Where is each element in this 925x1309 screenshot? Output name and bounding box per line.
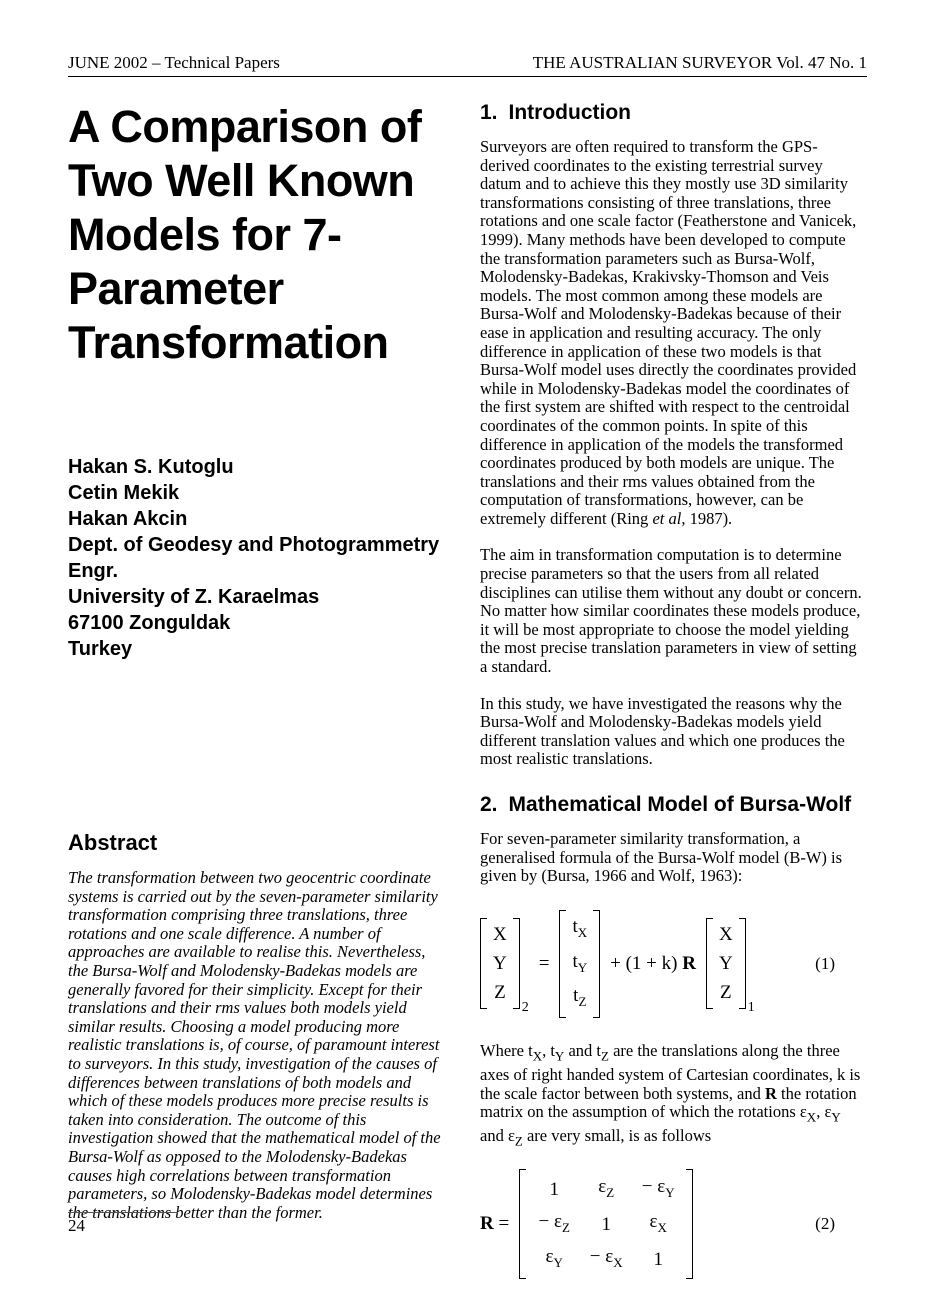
abstract-heading: Abstract <box>68 830 158 855</box>
section-title: Mathematical Model of Bursa-Wolf <box>508 793 852 816</box>
article-title <box>68 100 448 370</box>
right-column <box>480 100 867 1303</box>
matrix-rotation: 1 $\varepsilon_Z$ − $\varepsilon_Y$ − $\varepsilon_Z$ 1 $\varepsilon_X$ $\varepsilon_Y$ − $\varepsilon_X$ 1 <box>519 1169 693 1279</box>
bracket-right <box>593 910 600 1018</box>
scale-rotation-term: + (1 + k) R <box>610 952 696 974</box>
abstract-text: The transformation between two geocentric coordinate systems is carried out by the seven-parameter similarity transformation comprising three translations, three rotations and one scale difference. A number of approaches are available to realise this. Nevertheless, the Bursa-Wolf and Molodensky-Badekas models are generally favored for their simplicity. Except for their translations and their rms values both models yield similar results. Choosing a model producing more realistic translations is, of course, of paramount interest to surveyors. In this study, investigation of the causes of differences between translations of both models and which of these models produces more precise results is taken into consideration. The outcome of this investigation showed that the mathematical model of the Bursa-Wolf as opposed to the Molodensky-Badekas causes high correlations between transformation parameters, so Molodensky-Badekas model determines the translations better than the former. <box>68 868 441 1222</box>
bracket-left <box>706 918 713 1009</box>
affiliation-line: Dept. of Geodesy and Photogrammetry <box>68 534 440 556</box>
section-number: 1. <box>480 101 498 124</box>
affiliation-line: 67100 Zonguldak <box>68 612 231 634</box>
rotation-matrix-symbol: R = <box>480 1213 510 1235</box>
title-line: Models for 7- <box>68 209 342 260</box>
affiliation-line: University of Z. Karaelmas <box>68 586 320 608</box>
author-name: Hakan S. Kutoglu <box>68 456 234 478</box>
title-line: Parameter <box>68 263 284 314</box>
section-heading-introduction <box>480 100 867 125</box>
matrix-xyz-system2: X Y Z 2 <box>480 918 529 1009</box>
equation-number: (1) <box>815 953 835 973</box>
equation-number: (2) <box>815 1214 835 1234</box>
bracket-left <box>559 910 566 1018</box>
section-title: Introduction <box>508 101 631 124</box>
author-name: Hakan Akcin <box>68 508 188 530</box>
bracket-right <box>739 918 746 1009</box>
page-number: 24 <box>68 1216 85 1235</box>
equation-1-body <box>480 910 867 1018</box>
title-line: A Comparison of <box>68 101 422 152</box>
header-journal: THE AUSTRALIAN SURVEYOR Vol. 47 No. 1 <box>532 53 867 72</box>
equation-2-body <box>480 1169 867 1279</box>
bracket-left <box>480 918 487 1009</box>
matrix-translations: $t_X$ $t_Y$ $t_Z$ <box>559 910 600 1018</box>
equation-2 <box>480 1169 867 1279</box>
section-heading-bursa-wolf <box>480 792 867 817</box>
author-name: Cetin Mekik <box>68 482 180 504</box>
author-block <box>68 454 448 662</box>
intro-paragraph-1: Surveyors are often required to transform the GPS-derived coordinates to the existing terrestrial survey datum and to achieve this they mostly use 3D similarity transformations consisting of three translations, three rotations and one scale factor (Featherstone and Vanicek, 1999). Many methods have been developed to compute the transformation parameters such as Bursa-Wolf, Molodensky-Badekas, Krakivsky-Thomson and Veis models. The most common among these models are Bursa-Wolf and Molodensky-Badekas because of their ease in application and resulting accuracy. The only difference in application of these two models is that Bursa-Wolf model uses directly the coordinates provided while in Molodensky-Badekas model the coordinates of the first system are shifted with respect to the centroidal coordinates of the common points. In spite of this difference in application of the models the transformed coordinates produced by both models are unique. The translations and their rms values obtained from the computation of transformations, however, can be extremely different (Ring et al, 1987). <box>480 137 857 528</box>
bracket-left <box>519 1169 526 1279</box>
equation-1 <box>480 910 867 1018</box>
page-header <box>68 53 867 77</box>
header-issue: JUNE 2002 – Technical Papers <box>68 53 280 72</box>
bracket-right <box>513 918 520 1009</box>
rotation-matrix-paragraph: Where $t_X$, $t_Y$ and $t_Z$ are the translations along the three axes of right handed system of Cartesian coordinates, k is the scale factor between both systems, and R the rotation matrix on the assumption of which the rotations $\varepsilon_X$, $\varepsilon_Y$ and $\varepsilon_Z$ are very small, is as follows <box>480 1041 861 1149</box>
bracket-right <box>686 1169 693 1279</box>
title-line: Transformation <box>68 317 389 368</box>
matrix-xyz-system1: X Y Z 1 <box>706 918 755 1009</box>
matrix-subscript: 1 <box>747 1000 755 1016</box>
two-column-layout <box>68 100 867 1303</box>
title-line: Two Well Known <box>68 155 415 206</box>
footer-rule <box>68 1212 178 1213</box>
page-footer <box>68 1212 178 1236</box>
affiliation-line: Turkey <box>68 638 133 660</box>
intro-paragraph-3: In this study, we have investigated the reasons why the Bursa-Wolf and Molodensky-Badekas models yield different translation values and which one produces the most realistic translations. <box>480 693 845 769</box>
section-number: 2. <box>480 793 498 816</box>
intro-paragraph-2: The aim in transformation computation is to determine precise parameters so that the users from all related disciplines can utilise them without any doubt or concern. No matter how similar coordinates these models produce, it will be most appropriate to choose the model yielding the most precise translation parameters in view of setting a standard. <box>480 545 862 677</box>
bursa-wolf-paragraph: For seven-parameter similarity transformation, a generalised formula of the Bursa-Wolf model (B-W) is given by (Bursa, 1966 and Wolf, 1963): <box>480 829 843 886</box>
affiliation-line: Engr. <box>68 560 119 582</box>
left-column <box>68 100 448 1303</box>
equals-sign: = <box>538 952 550 974</box>
matrix-subscript: 2 <box>521 1000 529 1016</box>
